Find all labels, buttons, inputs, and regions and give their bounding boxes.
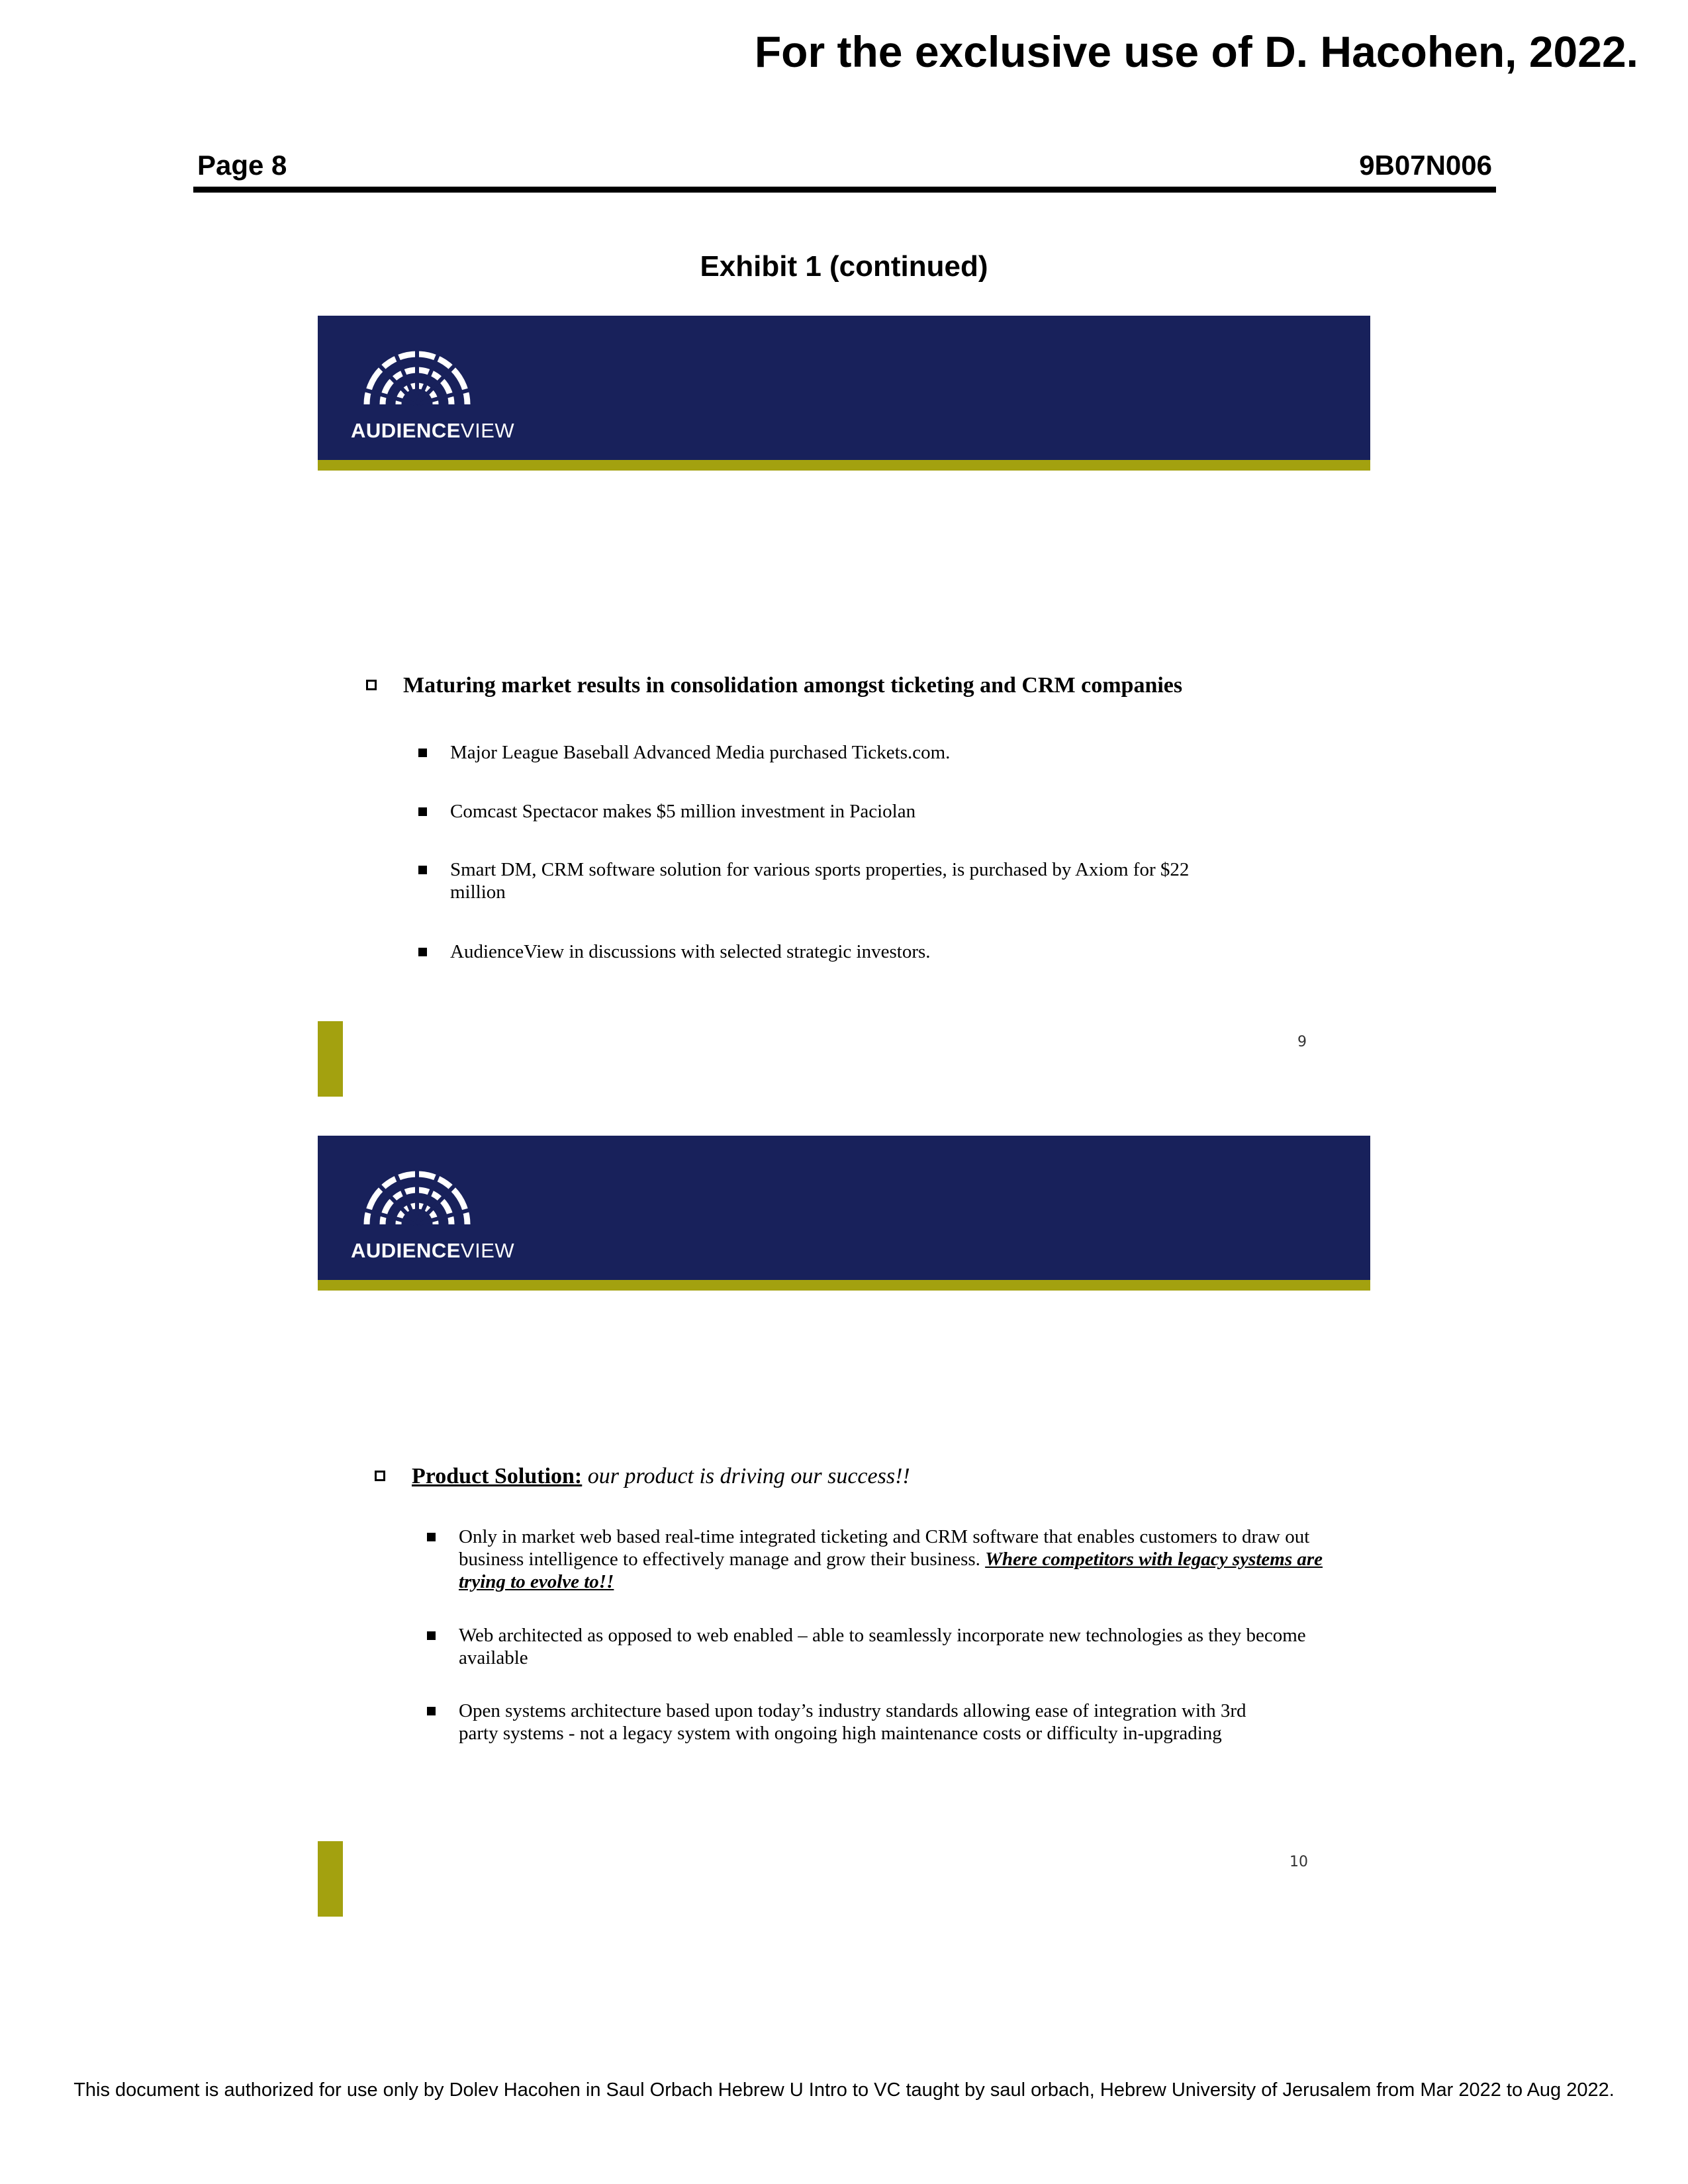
list-item: Open systems architecture based upon today’s industry standards allowing ease of integration with 3rd party systems - not a legacy system with ongoing high maintenance costs or difficulty in-upgrading	[459, 1700, 1273, 1745]
list-item: Smart DM, CRM software solution for various sports properties, is purchased by Axiom for $22 million	[450, 858, 1231, 903]
slide-accent-stripe	[318, 1280, 1370, 1291]
exhibit-title: Exhibit 1 (continued)	[700, 250, 988, 283]
slide-banner	[318, 316, 1370, 460]
list-item: AudienceView in discussions with selected strategic investors.	[450, 940, 1311, 963]
page-number: Page 8	[197, 150, 287, 181]
slide-10	[318, 1136, 1370, 1930]
logo-wordmark: AUDIENCEVIEW	[351, 419, 515, 442]
square-bullet-icon	[427, 1533, 436, 1541]
slide-heading	[375, 1464, 910, 1489]
slide-footer-bar	[318, 1021, 343, 1097]
square-bullet-icon	[418, 866, 427, 874]
square-bullet-icon	[418, 749, 427, 757]
audienceview-dome-icon	[363, 341, 471, 407]
hollow-square-bullet-icon	[366, 680, 377, 690]
square-bullet-icon	[427, 1707, 436, 1715]
heading-label: Product Solution:	[412, 1464, 583, 1488]
slide-number: 10	[1289, 1854, 1308, 1870]
audienceview-logo	[351, 341, 515, 442]
slide-accent-stripe	[318, 460, 1370, 471]
emphasis-text: Where competitors with legacy systems are trying to evolve to!!	[459, 1549, 1323, 1592]
page-header	[193, 147, 1496, 193]
hollow-square-bullet-icon	[375, 1471, 385, 1481]
list-item: Comcast Spectacor makes $5 million investment in Paciolan	[450, 800, 1311, 823]
slide-heading: Maturing market results in consolidation amongst ticketing and CRM companies	[366, 673, 1182, 698]
list-item: Major League Baseball Advanced Media purchased Tickets.com.	[450, 741, 1311, 764]
disclaimer-footer: This document is authorized for use only by Dolev Hacohen in Saul Orbach Hebrew U Intro to VC taught by saul orbach, Hebrew University of Jerusalem from Mar 2022 to Aug 2022.	[73, 2079, 1615, 2101]
audienceview-logo	[351, 1161, 515, 1262]
square-bullet-icon	[418, 807, 427, 816]
slide-number: 9	[1297, 1034, 1307, 1050]
case-code: 9B07N006	[1359, 150, 1492, 181]
watermark: For the exclusive use of D. Hacohen, 2022.	[754, 27, 1638, 76]
list-item: Web architected as opposed to web enabled – able to seamlessly incorporate new technologies as they become available	[459, 1624, 1326, 1669]
heading-tagline: our product is driving our success!!	[582, 1464, 910, 1488]
slide-footer-bar	[318, 1841, 343, 1917]
square-bullet-icon	[427, 1631, 436, 1640]
logo-wordmark: AUDIENCEVIEW	[351, 1239, 515, 1262]
slide-9	[318, 316, 1370, 1110]
slide-banner	[318, 1136, 1370, 1280]
square-bullet-icon	[418, 948, 427, 956]
audienceview-dome-icon	[363, 1161, 471, 1227]
list-item: Only in market web based real-time integrated ticketing and CRM software that enables customers to draw out business intelligence to effectively manage and grow their business. Where competitors with legacy systems are trying to evolve to!!	[459, 1525, 1326, 1593]
